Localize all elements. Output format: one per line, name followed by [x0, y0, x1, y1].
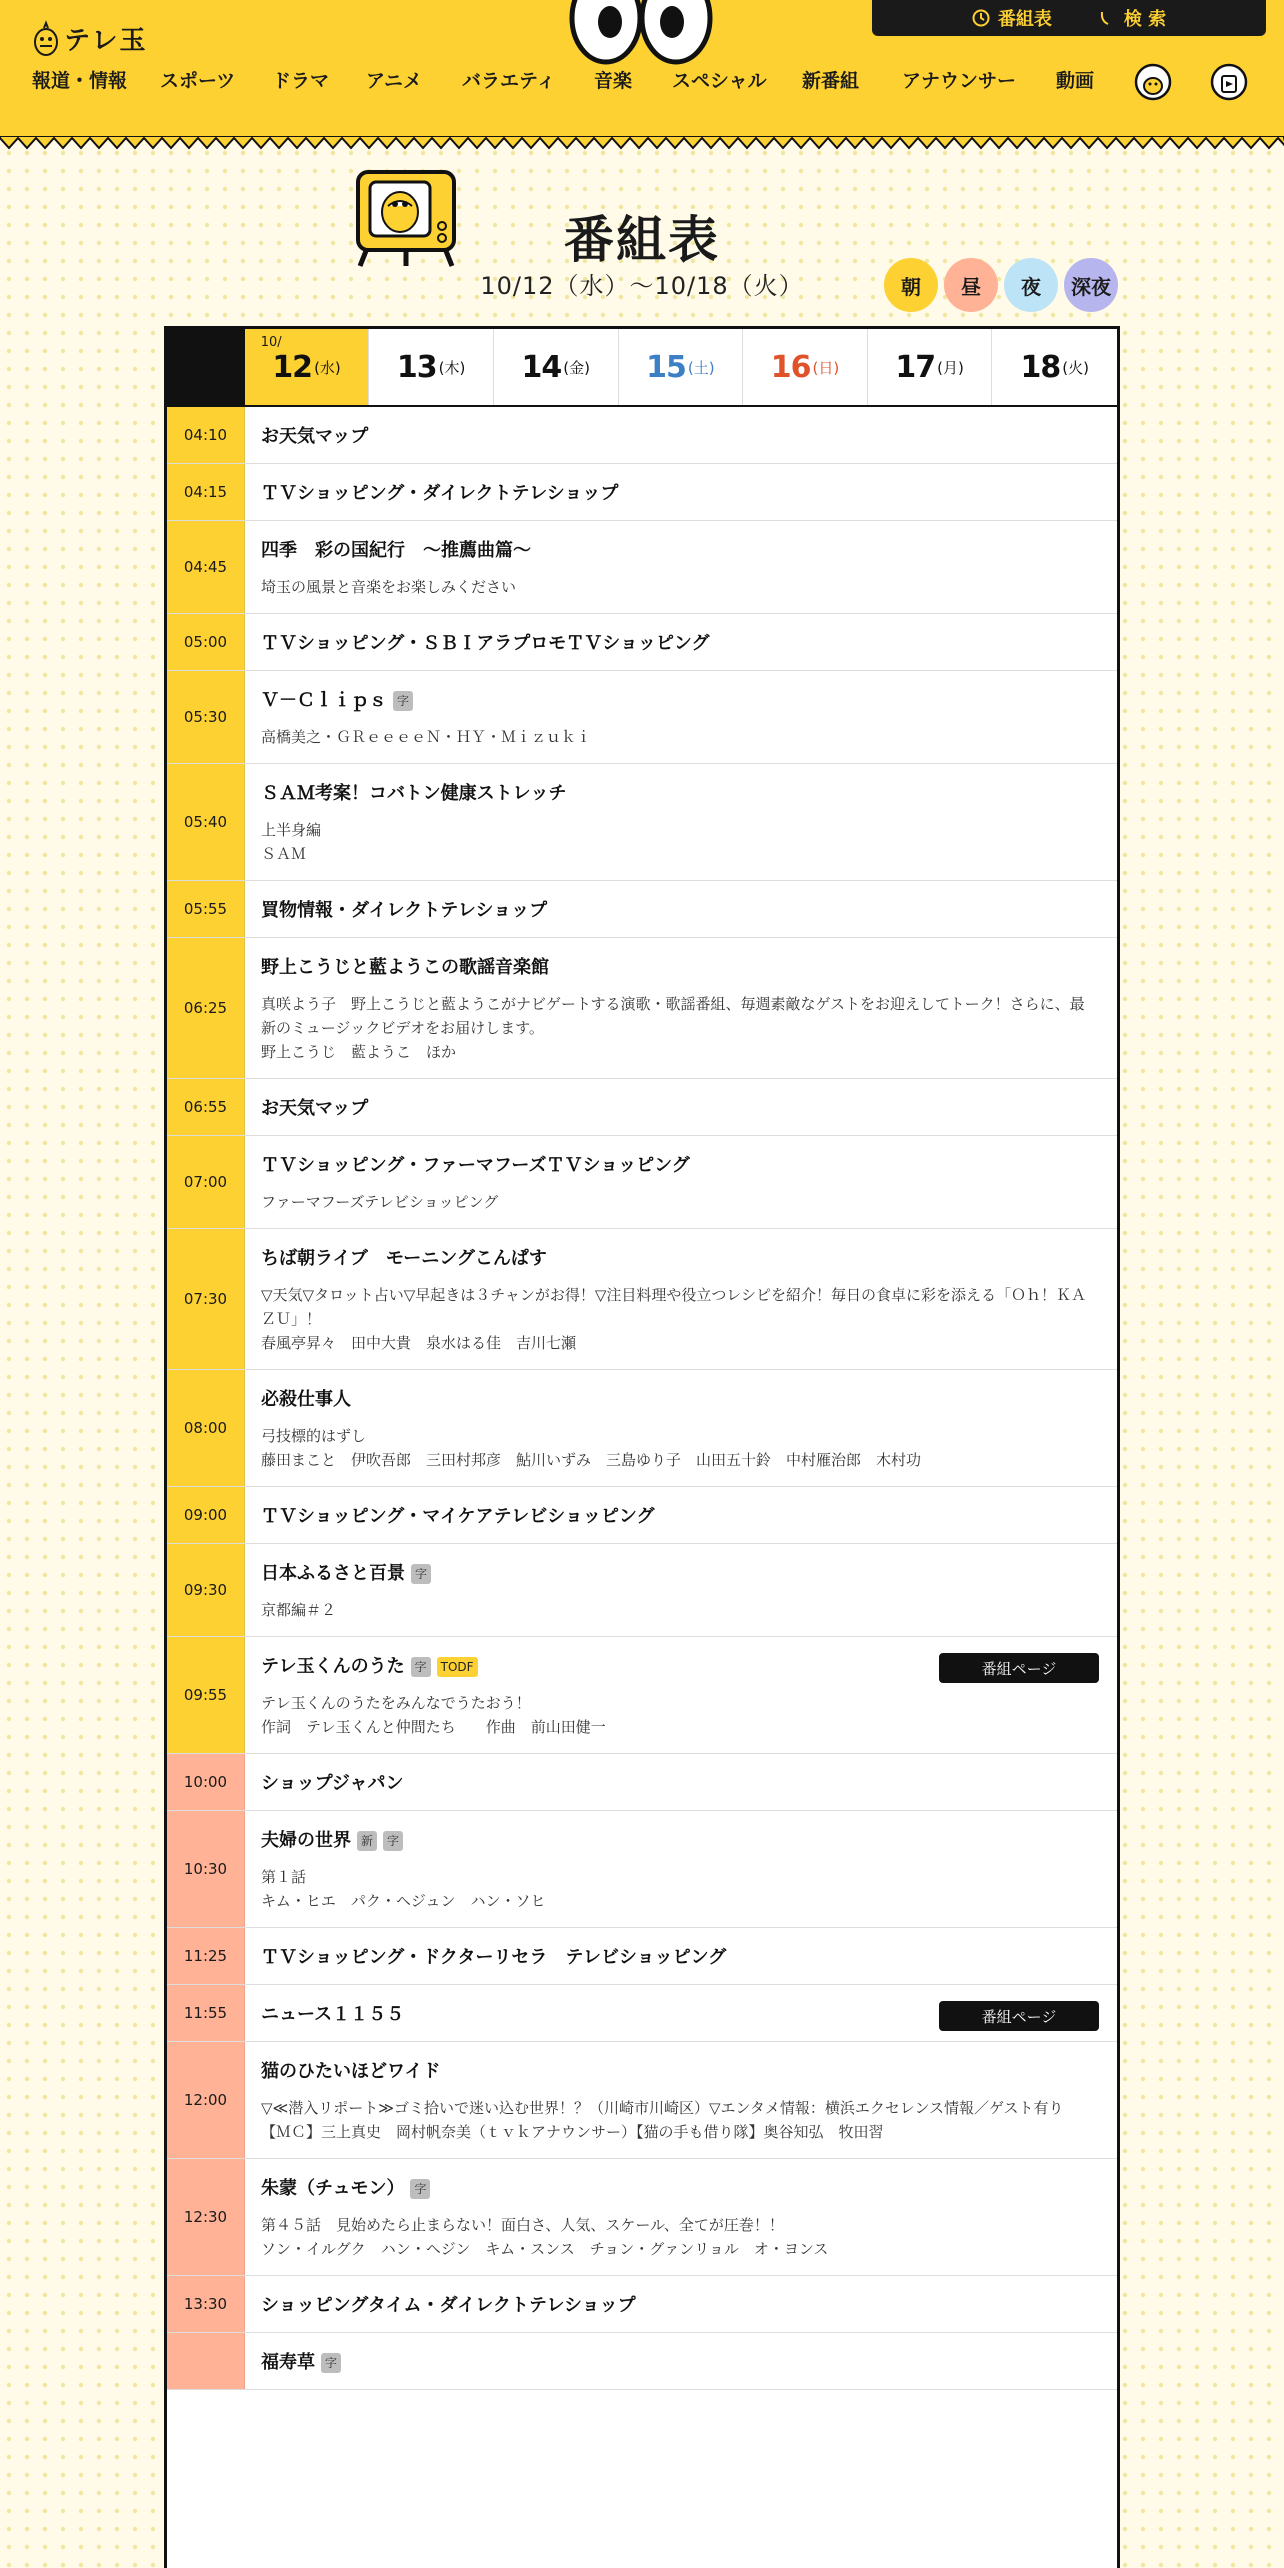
program-tag: 字 — [321, 2353, 341, 2373]
program-title-line — [261, 1154, 1099, 1178]
program-row[interactable] — [167, 2042, 1117, 2159]
day-tabs-corner — [167, 329, 245, 405]
program-cell[interactable] — [245, 1928, 1117, 1984]
program-page-button[interactable]: 番組ページ — [939, 2001, 1099, 2031]
program-description: 弓技標的はずし 藤田まこと 伊吹吾郎 三田村邦彦 鮎川いずみ 三島ゆり子 山田五十鈴 中村雁治郎 木村功 — [261, 1427, 922, 1469]
program-cell[interactable] — [245, 1544, 1117, 1636]
program-row[interactable] — [167, 1487, 1117, 1544]
program-title[interactable]: 四季 彩の国紀行 ～推薦曲篇～ — [261, 540, 531, 561]
program-cell[interactable] — [245, 671, 1117, 763]
program-title[interactable]: ショップジャパン — [261, 1773, 404, 1794]
program-time: 12:30 — [167, 2159, 245, 2275]
program-title[interactable]: テレ玉くんのうた — [261, 1656, 405, 1677]
mascot-eyes-icon — [566, 0, 716, 66]
program-row[interactable] — [167, 671, 1117, 764]
program-description: 高橋美之・ＧＲｅｅｅｅＮ・ＨＹ・Ｍｉｚｕｋｉ — [261, 728, 592, 746]
program-cell[interactable] — [245, 1637, 1117, 1753]
program-tag: 字 — [383, 1831, 403, 1851]
program-cell[interactable] — [245, 938, 1117, 1078]
day-tab-15[interactable] — [619, 329, 744, 405]
program-time: 04:45 — [167, 521, 245, 613]
nav-anime[interactable]: アニメ — [366, 70, 423, 92]
search-link[interactable] — [1098, 5, 1166, 31]
tod-noon-button[interactable] — [944, 258, 998, 312]
program-time: 07:30 — [167, 1229, 245, 1369]
header-zigzag-edge — [0, 136, 1284, 150]
program-description: テレ玉くんのうたをみんなでうたおう！ 作詞 テレ玉くんと仲間たち 作曲 前山田健一 — [261, 1694, 606, 1736]
program-title-line — [261, 2177, 1099, 2201]
day-tab-13[interactable] — [369, 329, 494, 405]
program-title[interactable]: ＴＶショッピング・マイケアテレビショッピング — [261, 1506, 655, 1527]
program-description: 上半身編 ＳＡＭ — [261, 821, 322, 863]
program-row[interactable] — [167, 1754, 1117, 1811]
program-title-line — [261, 1247, 1099, 1271]
day-number: 17 — [895, 349, 936, 385]
program-cell[interactable] — [245, 1754, 1117, 1810]
program-cell[interactable] — [245, 1136, 1117, 1228]
program-cell[interactable] — [245, 464, 1117, 520]
program-cell[interactable] — [245, 521, 1117, 613]
program-time: 11:25 — [167, 1928, 245, 1984]
program-tag: 字 — [411, 1657, 431, 1677]
program-title[interactable]: ＴＶショッピング・ファーマフーズＴＶショッピング — [261, 1155, 690, 1176]
day-weekday: (水) — [314, 358, 341, 377]
program-title[interactable]: お天気マップ — [261, 426, 369, 447]
clock-icon — [972, 9, 990, 27]
program-time: 08:00 — [167, 1370, 245, 1486]
program-title[interactable]: ＴＶショッピング・ドクターリセラ テレビショッピング — [261, 1947, 727, 1968]
terebi-kun-badge-icon[interactable] — [1134, 58, 1172, 102]
program-time: 06:55 — [167, 1079, 245, 1135]
program-cell[interactable] — [245, 1985, 1117, 2041]
program-time: 10:30 — [167, 1811, 245, 1927]
nav-special[interactable]: スペシャル — [672, 70, 767, 92]
program-title[interactable]: ショッピングタイム・ダイレクトテレショップ — [261, 2295, 636, 2316]
logo-text[interactable]: テレ玉 — [64, 26, 148, 56]
program-title[interactable]: ＴＶショッピング・ダイレクトテレショップ — [261, 483, 619, 504]
program-title-line — [261, 689, 1099, 713]
program-row[interactable] — [167, 1985, 1117, 2042]
program-description: ▽≪潜入リポート≫ゴミ拾いで迷い込む世界！？（川崎市川崎区）▽エンタメ情報：横浜エクセレンス情報／ゲスト有り 【ＭＣ】三上真史 岡村帆奈美（ｔｖｋアナウンサー）【猫の手も借り隊】奥谷知弘 牧田習 — [261, 2099, 1064, 2141]
program-cell[interactable] — [245, 1370, 1117, 1486]
date-range: 10/12（水）〜10/18（火） — [480, 272, 804, 300]
site-header — [0, 0, 1284, 140]
program-schedule — [164, 326, 1120, 2568]
main-nav — [0, 66, 1150, 102]
day-weekday: (月) — [937, 358, 964, 377]
program-title-line — [261, 1829, 1099, 1853]
program-title[interactable]: ＴＶショッピング・ＳＢＩアラプロモＴＶショッピング — [261, 633, 710, 654]
tod-morning-button[interactable] — [884, 258, 938, 312]
program-time: 06:25 — [167, 938, 245, 1078]
program-title-line — [261, 1772, 1099, 1796]
program-row[interactable] — [167, 881, 1117, 938]
program-time: 12:00 — [167, 2042, 245, 2158]
program-time: 07:00 — [167, 1136, 245, 1228]
program-time: 09:55 — [167, 1637, 245, 1753]
program-time: 13:30 — [167, 2276, 245, 2332]
program-row[interactable] — [167, 1811, 1117, 1928]
day-tab-18[interactable] — [992, 329, 1117, 405]
day-tab-16[interactable] — [743, 329, 868, 405]
program-tag: 新 — [357, 1831, 377, 1851]
nav-news[interactable]: 報道・情報 — [32, 70, 128, 92]
program-time: 05:40 — [167, 764, 245, 880]
program-cell[interactable] — [245, 1229, 1117, 1369]
program-cell[interactable] — [245, 2333, 1117, 2389]
program-cell[interactable] — [245, 1487, 1117, 1543]
page-title: 番組表 — [564, 211, 720, 269]
program-row[interactable] — [167, 2276, 1117, 2333]
program-title[interactable]: 福寿草 — [261, 2352, 315, 2373]
program-time: 11:55 — [167, 1985, 245, 2041]
program-cell[interactable] — [245, 2159, 1117, 2275]
program-title[interactable]: 野上こうじと藍ようこの歌謡音楽館 — [261, 957, 549, 978]
program-row[interactable] — [167, 2159, 1117, 2276]
day-number: 12 — [272, 349, 313, 385]
nav-variety[interactable]: バラエティ — [462, 70, 556, 92]
day-tab-12[interactable] — [245, 329, 370, 405]
program-title-line — [261, 632, 1099, 656]
program-row[interactable] — [167, 1637, 1117, 1754]
program-row[interactable] — [167, 1928, 1117, 1985]
tod-morning-label: 朝 — [901, 274, 921, 299]
program-description: 第４５話 見始めたら止まらない！面白さ、人気、スケール、全てが圧巻！！ ソン・イルグク ハン・ヘジン キム・スンス チョン・グァンリョル オ・ヨンス — [261, 2216, 829, 2258]
day-weekday: (火) — [1062, 358, 1089, 377]
program-description: 埼玉の風景と音楽をお楽しみください — [261, 578, 517, 596]
ondemand-badge-icon[interactable] — [1210, 58, 1248, 102]
day-tabs — [167, 329, 1117, 407]
top-links — [872, 0, 1266, 36]
program-title[interactable]: Ｖ－Ｃｌｉｐｓ — [261, 690, 387, 711]
program-time: 09:00 — [167, 1487, 245, 1543]
program-title-line — [261, 782, 1099, 806]
program-cell[interactable] — [245, 881, 1117, 937]
program-row[interactable] — [167, 521, 1117, 614]
search-icon — [1098, 9, 1116, 27]
day-number: 13 — [396, 349, 437, 385]
program-title-line — [261, 2060, 1099, 2084]
program-tag: TODF — [437, 1657, 478, 1677]
nav-video[interactable]: 動画 — [1056, 70, 1095, 92]
program-cell[interactable] — [245, 2042, 1117, 2158]
program-title-line — [261, 899, 1099, 923]
program-row[interactable] — [167, 764, 1117, 881]
program-row[interactable] — [167, 1544, 1117, 1637]
program-title-line — [261, 1388, 1099, 1412]
program-description: 第１話 キム・ヒエ パク・ヘジュン ハン・ソヒ — [261, 1868, 546, 1910]
tod-evening-label: 夜 — [1021, 274, 1041, 299]
program-title-line — [261, 956, 1099, 980]
program-cell[interactable] — [245, 407, 1117, 463]
tod-evening-button[interactable] — [1004, 258, 1058, 312]
nav-music[interactable]: 音楽 — [594, 70, 633, 92]
program-tag: 字 — [411, 1564, 431, 1584]
program-title-line — [261, 482, 1099, 506]
program-row[interactable] — [167, 407, 1117, 464]
day-tab-17[interactable] — [868, 329, 993, 405]
program-title-line — [261, 2294, 1099, 2318]
program-row[interactable] — [167, 938, 1117, 1079]
program-title[interactable]: お天気マップ — [261, 1098, 369, 1119]
program-time: 05:55 — [167, 881, 245, 937]
day-weekday: (木) — [438, 358, 466, 377]
program-row[interactable] — [167, 464, 1117, 521]
tod-latenight-button[interactable] — [1064, 258, 1118, 312]
program-title[interactable]: 猫のひたいほどワイド — [261, 2061, 441, 2082]
program-time: 05:30 — [167, 671, 245, 763]
program-row[interactable] — [167, 1136, 1117, 1229]
program-title[interactable]: ニュース１１５５ — [261, 2004, 405, 2025]
program-cell[interactable] — [245, 764, 1117, 880]
program-row[interactable] — [167, 614, 1117, 671]
program-row[interactable] — [167, 1229, 1117, 1370]
program-title-line — [261, 2351, 1099, 2375]
schedule-link-label: 番組表 — [997, 9, 1052, 30]
program-title-line — [261, 1946, 1099, 1970]
program-title[interactable]: 夫婦の世界 — [261, 1830, 351, 1851]
nav-new-programs[interactable]: 新番組 — [802, 70, 860, 92]
day-weekday: (日) — [812, 358, 840, 377]
program-list — [167, 407, 1117, 2390]
program-title-line — [261, 539, 1099, 563]
tod-noon-label: 昼 — [961, 274, 981, 299]
search-link-label: 検 索 — [1123, 9, 1167, 30]
program-description: 真咲よう子 野上こうじと藍ようこがナビゲートする演歌・歌謡番組、毎週素敵なゲストをお迎えしてトーク！さらに、最新のミュージックビデオをお届けします。 野上こうじ 藍ようこ ほか — [261, 995, 1085, 1061]
program-row[interactable] — [167, 1079, 1117, 1136]
program-title-line — [261, 1097, 1099, 1121]
program-time: 10:00 — [167, 1754, 245, 1810]
program-title[interactable]: 日本ふるさと百景 — [261, 1563, 405, 1584]
program-time — [167, 2333, 245, 2389]
program-cell[interactable] — [245, 1811, 1117, 1927]
program-time: 04:10 — [167, 407, 245, 463]
day-number: 14 — [521, 349, 562, 385]
program-title-line — [261, 425, 1099, 449]
program-title[interactable]: ＳＡＭ考案！コバトン健康ストレッチ — [261, 783, 567, 804]
day-month: 10/ — [260, 335, 282, 350]
program-time: 09:30 — [167, 1544, 245, 1636]
program-row[interactable] — [167, 1370, 1117, 1487]
program-cell[interactable] — [245, 614, 1117, 670]
program-title[interactable]: 買物情報・ダイレクトテレショップ — [261, 900, 548, 921]
nav-drama[interactable]: ドラマ — [272, 70, 330, 92]
program-title-line — [261, 1562, 1099, 1586]
day-weekday: (土) — [687, 358, 715, 377]
program-title[interactable]: 必殺仕事人 — [261, 1389, 351, 1410]
program-tag: 字 — [410, 2179, 430, 2199]
day-tab-14[interactable] — [494, 329, 619, 405]
program-cell[interactable] — [245, 1079, 1117, 1135]
day-weekday: (金) — [563, 358, 590, 377]
program-time: 05:00 — [167, 614, 245, 670]
program-description: ▽天気▽タロット占い▽早起きは３チャンがお得！▽注目料理や役立つレシピを紹介！毎日の食卓に彩を添える「Ｏｈ！ＫＡＺＵ」！ 春風亭昇々 田中大貴 泉水はる佳 吉川七瀬 — [261, 1286, 1087, 1352]
day-number: 16 — [770, 349, 811, 385]
program-description: 京都編＃２ — [261, 1601, 337, 1619]
program-cell[interactable] — [245, 2276, 1117, 2332]
day-number: 15 — [646, 349, 686, 385]
program-tag: 字 — [393, 691, 413, 711]
program-title[interactable]: 朱蒙（チュモン） — [261, 2178, 405, 2199]
day-number: 18 — [1020, 349, 1061, 385]
schedule-link[interactable] — [972, 5, 1052, 31]
tod-latenight-label: 深夜 — [1071, 274, 1111, 299]
program-row[interactable] — [167, 2333, 1117, 2390]
program-description: ファーマフーズテレビショッピング — [261, 1193, 499, 1211]
program-time: 04:15 — [167, 464, 245, 520]
program-title[interactable]: ちば朝ライブ モーニングこんぱす — [261, 1248, 547, 1269]
nav-sports[interactable]: スポーツ — [160, 70, 236, 92]
program-title-line — [261, 1505, 1099, 1529]
program-page-button[interactable]: 番組ページ — [939, 1653, 1099, 1683]
nav-announcer[interactable]: アナウンサー — [902, 70, 1017, 92]
